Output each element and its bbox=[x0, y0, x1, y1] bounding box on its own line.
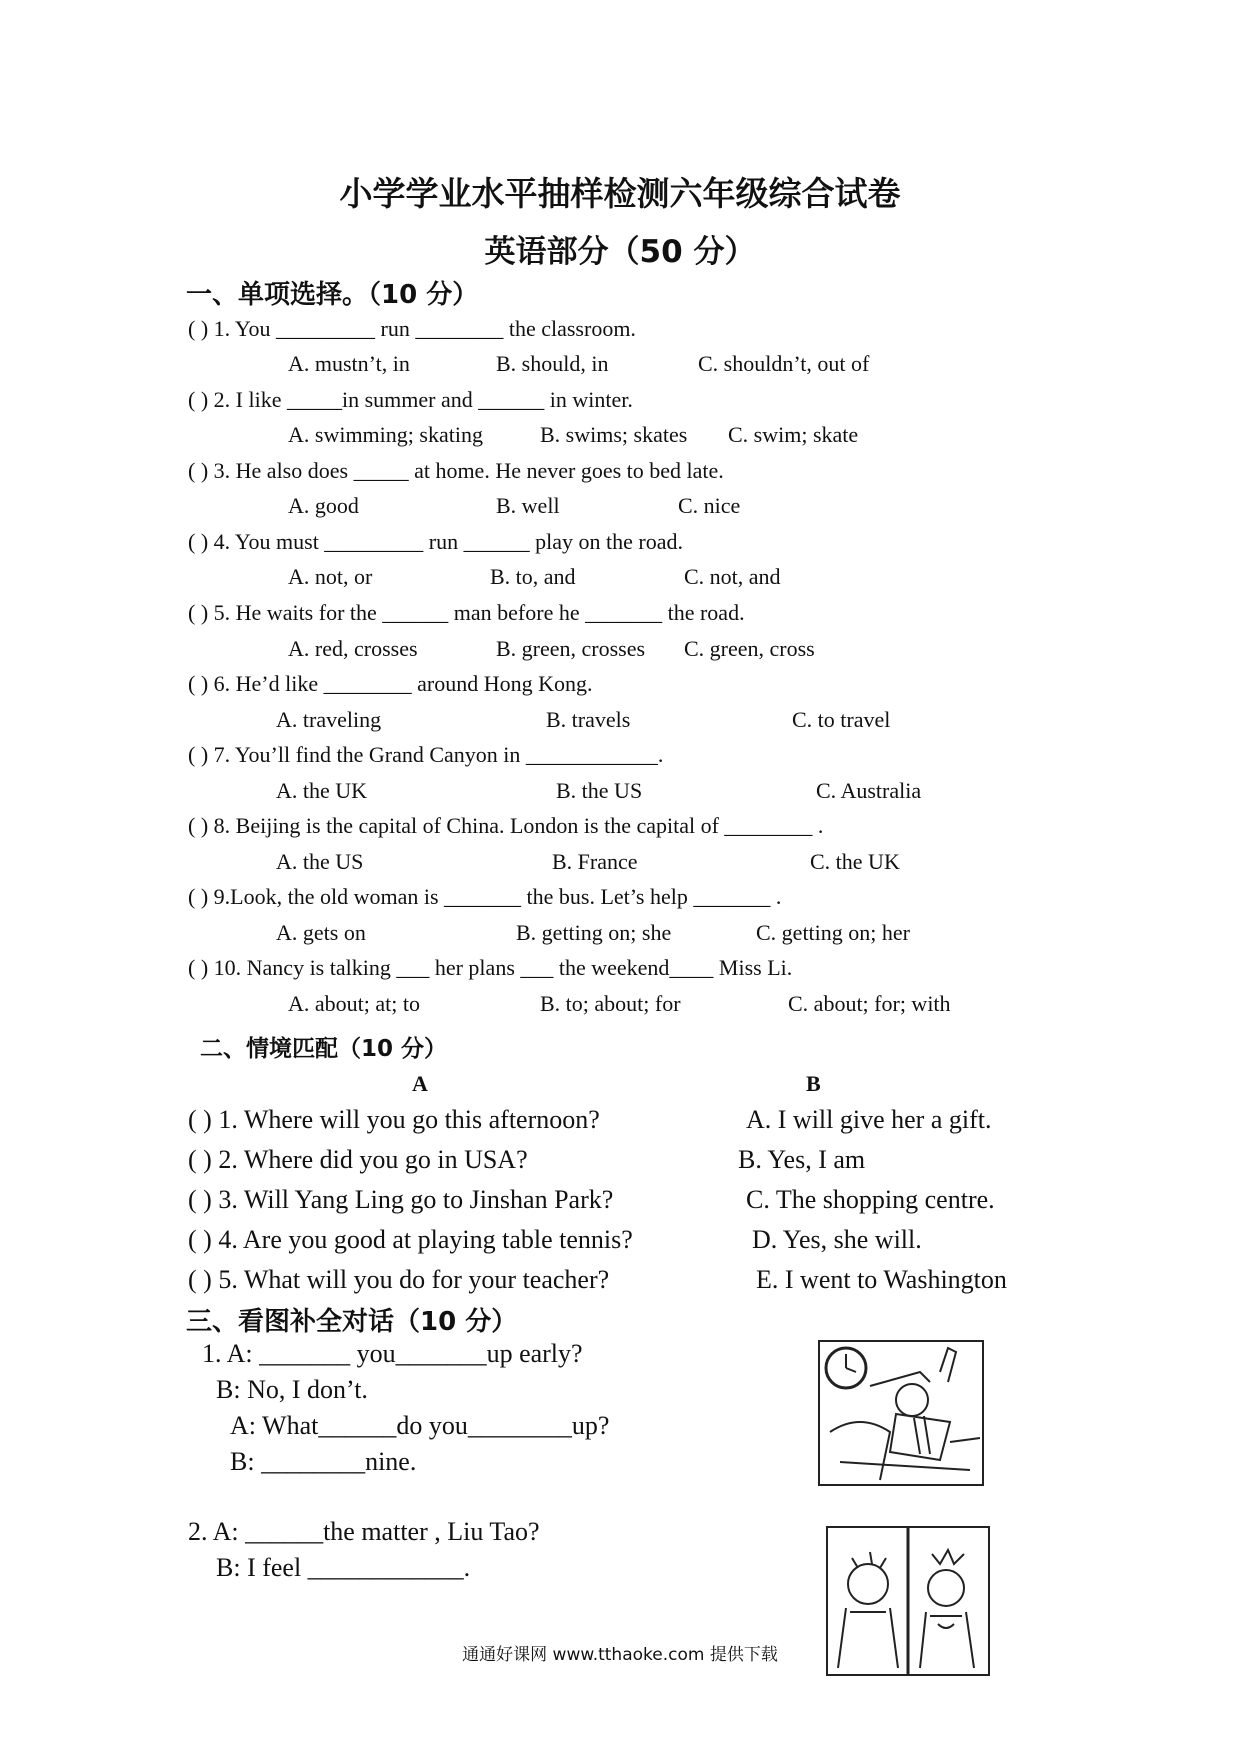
boy-waking-up-clock-illustration bbox=[818, 1340, 984, 1486]
section1-heading: 一、单项选择。（10 分） bbox=[186, 280, 479, 310]
question-3-option-a: A. good bbox=[288, 493, 359, 518]
match-answer-a: A. I will give her a gift. bbox=[746, 1105, 992, 1134]
question-8-option-c: C. the UK bbox=[810, 849, 900, 874]
question-4: ( ) 4. You must _________ run ______ play on the road. bbox=[188, 529, 683, 554]
question-1-option-c: C. shouldn’t, out of bbox=[698, 351, 870, 376]
question-3-option-b: B. well bbox=[496, 493, 560, 518]
boy-waking-up-clock-drawing bbox=[820, 1342, 982, 1484]
question-7-option-a: A. the UK bbox=[276, 778, 368, 803]
dialog-2-line-2: B: I feel ____________. bbox=[216, 1553, 471, 1582]
question-9-option-b: B. getting on; she bbox=[516, 920, 672, 945]
question-3: ( ) 3. He also does _____ at home. He never goes to bed late. bbox=[188, 458, 724, 483]
question-1-option-b: B. should, in bbox=[496, 351, 609, 376]
question-10-option-c: C. about; for; with bbox=[788, 991, 951, 1016]
question-5: ( ) 5. He waits for the ______ man before he _______ the road. bbox=[188, 600, 745, 625]
question-8-option-a: A. the US bbox=[276, 849, 364, 874]
question-1-option-a: A. mustn’t, in bbox=[288, 351, 410, 376]
question-4-option-c: C. not, and bbox=[684, 564, 781, 589]
page-title: 小学学业水平抽样检测六年级综合试卷 bbox=[339, 174, 901, 213]
question-7-option-c: C. Australia bbox=[816, 778, 922, 803]
question-4-option-a: A. not, or bbox=[288, 564, 373, 589]
question-6-option-c: C. to travel bbox=[792, 707, 891, 732]
question-9-option-a: A. gets on bbox=[276, 920, 366, 945]
question-2-option-b: B. swims; skates bbox=[540, 422, 688, 447]
question-2-option-a: A. swimming; skating bbox=[288, 422, 483, 447]
question-6-option-b: B. travels bbox=[546, 707, 631, 732]
question-5-option-b: B. green, crosses bbox=[496, 636, 646, 661]
question-7-option-b: B. the US bbox=[556, 778, 643, 803]
question-6: ( ) 6. He’d like ________ around Hong Kong. bbox=[188, 671, 593, 696]
question-10-option-a: A. about; at; to bbox=[288, 991, 420, 1016]
column-a-heading: A bbox=[412, 1071, 428, 1096]
question-5-option-c: C. green, cross bbox=[684, 636, 815, 661]
match-question-2: ( ) 2. Where did you go in USA? bbox=[188, 1145, 528, 1174]
question-2: ( ) 2. I like _____in summer and ______ in winter. bbox=[188, 387, 633, 412]
match-question-1: ( ) 1. Where will you go this afternoon? bbox=[188, 1105, 600, 1134]
match-answer-e: E. I went to Washington bbox=[756, 1265, 1007, 1294]
section2-heading: 二、情境匹配（10 分） bbox=[200, 1036, 448, 1062]
section3-heading: 三、看图补全对话（10 分） bbox=[186, 1307, 518, 1337]
question-7: ( ) 7. You’ll find the Grand Canyon in ____________. bbox=[188, 742, 664, 767]
question-8-option-b: B. France bbox=[552, 849, 638, 874]
question-9-option-c: C. getting on; her bbox=[756, 920, 910, 945]
match-answer-b: B. Yes, I am bbox=[738, 1145, 866, 1174]
question-2-option-c: C. swim; skate bbox=[728, 422, 859, 447]
match-answer-c: C. The shopping centre. bbox=[746, 1185, 995, 1214]
question-1: ( ) 1. You _________ run ________ the classroom. bbox=[188, 316, 636, 341]
question-10: ( ) 10. Nancy is talking ___ her plans ___ the weekend____ Miss Li. bbox=[188, 955, 793, 980]
dialog-2-line-1: 2. A: ______the matter , Liu Tao? bbox=[188, 1517, 540, 1546]
question-9: ( ) 9.Look, the old woman is _______ the bus. Let’s help _______ . bbox=[188, 884, 782, 909]
dialog-1-line-1: 1. A: _______ you_______up early? bbox=[202, 1339, 583, 1368]
question-4-option-b: B. to, and bbox=[490, 564, 576, 589]
page-subtitle: 英语部分（50 分） bbox=[484, 234, 756, 270]
question-8: ( ) 8. Beijing is the capital of China. London is the capital of ________ . bbox=[188, 813, 824, 838]
question-5-option-a: A. red, crosses bbox=[288, 636, 418, 661]
question-10-option-b: B. to; about; for bbox=[540, 991, 681, 1016]
match-answer-d: D. Yes, she will. bbox=[752, 1225, 922, 1254]
match-question-4: ( ) 4. Are you good at playing table tennis? bbox=[188, 1225, 633, 1254]
match-question-3: ( ) 3. Will Yang Ling go to Jinshan Park? bbox=[188, 1185, 614, 1214]
dialog-1-line-2: B: No, I don’t. bbox=[216, 1375, 368, 1404]
footer-text: 通通好课网 www.tthaoke.com 提供下载 bbox=[462, 1645, 778, 1665]
column-b-heading: B bbox=[806, 1071, 821, 1096]
match-question-5: ( ) 5. What will you do for your teacher? bbox=[188, 1265, 610, 1294]
question-6-option-a: A. traveling bbox=[276, 707, 382, 732]
question-3-option-c: C. nice bbox=[678, 493, 741, 518]
dialog-1-line-4: B: ________nine. bbox=[230, 1447, 417, 1476]
dialog-1-line-3: A: What______do you________up? bbox=[230, 1411, 610, 1440]
